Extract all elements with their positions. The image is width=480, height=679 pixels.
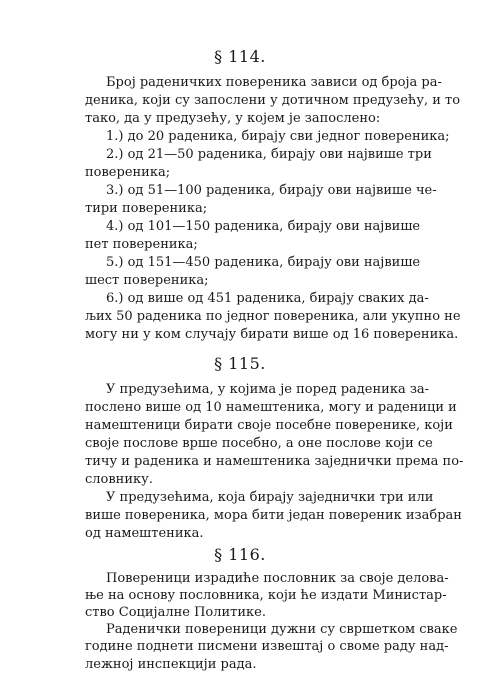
list-item: 5.) од 151—450 раденика, бирају ови највише	[106, 255, 421, 270]
list-item: 4.) од 101—150 раденика, бирају ови највише	[106, 219, 421, 234]
text-line: тичу и раденика и намештеника заједнички према по-	[85, 454, 464, 469]
text-line: могу ни у ком случају бирати више од 16 повереника.	[85, 327, 459, 342]
text-line: године поднети писмени извештај о своме раду над-	[85, 639, 449, 654]
text-line: повереника;	[85, 165, 171, 180]
text-line: шест повереника;	[85, 273, 209, 288]
text-line: од намештеника.	[85, 526, 204, 541]
text-line: лежној инспекцији рада.	[85, 657, 257, 672]
list-item: 1.) до 20 раденика, бирају сви једног повереника;	[106, 129, 450, 144]
text-line: деника, који су запослени у дотичном предузећу, и то	[85, 93, 461, 108]
text-line: У предузећима, која бирају заједнички три или	[106, 490, 434, 505]
text-line: Број раденичких повереника зависи од броја ра-	[106, 75, 442, 90]
list-item: 6.) од више од 451 раденика, бирају сваких да-	[106, 291, 429, 306]
text-line: Раденички повереници дужни су свршетком сваке	[106, 622, 458, 637]
text-line: своје послове врше посебно, а оне послове који се	[85, 436, 433, 451]
text-line: Повереници израдиће пословник за своје делова-	[106, 571, 449, 586]
text-line: љих 50 раденика по једног повереника, али укупно не	[85, 309, 461, 324]
text-line: послено више од 10 намештеника, могу и раденици и	[85, 400, 457, 415]
text-line: пет повереника;	[85, 237, 198, 252]
text-line: ње на основу пословника, који ће издати Министар-	[85, 588, 447, 603]
section-heading: § 115.	[214, 354, 266, 373]
section-heading: § 116.	[214, 545, 266, 564]
section-heading: § 114.	[214, 47, 266, 66]
text-line: тако, да у предузећу, у којем је запослено:	[85, 111, 381, 126]
text-line: више повереника, мора бити један повереник изабран	[85, 508, 462, 523]
list-item: 3.) од 51—100 раденика, бирају ови највише че-	[106, 183, 437, 198]
list-item: 2.) од 21—50 раденика, бирају ови највише три	[106, 147, 432, 162]
text-line: тири повереника;	[85, 201, 208, 216]
text-line: У предузећима, у којима је поред раденика за-	[106, 382, 430, 397]
text-line: намештеници бирати своје посебне повереникe, који	[85, 418, 453, 433]
text-line: словнику.	[85, 472, 153, 487]
text-line: ство Социјалне Политике.	[85, 605, 266, 620]
